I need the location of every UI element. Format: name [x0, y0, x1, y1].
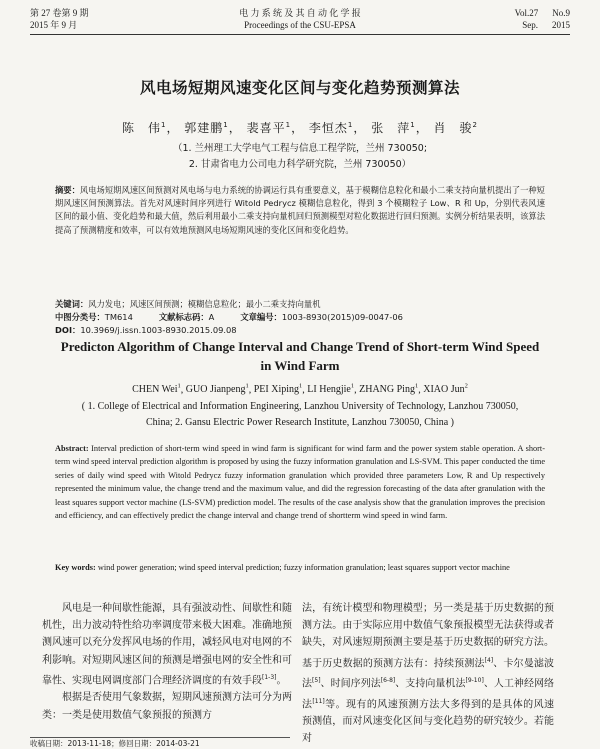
journal-name-en: Proceedings of the CSU-EPSA — [244, 20, 356, 30]
author-zh: 肖 骏$^2$ — [433, 121, 479, 135]
citation: [11] — [312, 697, 325, 705]
clc-number: TM614 — [104, 312, 133, 322]
affiliation-en: ( 1. College of Electrical and Information Engineering, Lanzhou University of Technology, Lanzhou 730050, China; 2. Gansu Electric Power Research Institute, Lanzhou 730050, China ) — [81, 401, 519, 428]
volume-number: Vol.27 — [514, 8, 539, 18]
author-zh: 郭建鹏$^1$ — [184, 121, 229, 135]
running-header — [30, 6, 570, 35]
author-zh: 张 萍$^1$ — [371, 121, 416, 135]
author-list-zh: 陈 伟$^1$， 郭建鹏$^1$， 裴喜平$^1$， 李恒杰$^1$， 张 萍$^1$， 肖 骏$^2$ — [121, 121, 479, 135]
citation: [4] — [484, 656, 494, 664]
issue-volume: 第 27 卷第 9 期 — [30, 8, 89, 18]
keywords-en-label: Key words: — [55, 563, 96, 572]
paper-title-en: Predicton Algorithm of Change Interval and Change Trend of Short-term Wind Speed in Wind Farm — [60, 339, 540, 373]
doi-value[interactable]: 10.3969/j.issn.1003-8930.2015.09.08 — [80, 325, 237, 335]
abstract-zh-text: 风电场短期风速区间预测对风电场与电力系统的协调运行具有重要意义，基于模糊信息粒化和最小二乘支持向量机提出了一种短期风速区间预测算法。首先对风速时间序列进行 Witold Pedrycz 模糊信息粒化，得到 3 个模糊粒子 Low、R 和 Up，分别代表风速区间的最小值、变化趋势和最大值，然后利用最小二乘支持向量机回归预测模型对粒化数据进行回归预测。实例分析结果表明，该算法提高了预测精度和效率，可以有效地预测风电场短期风速的变化区间和变化趋势。 — [55, 185, 545, 235]
document-code: A — [208, 312, 215, 322]
citation: [1-3] — [262, 673, 277, 681]
body-column-left — [42, 600, 292, 724]
paper-title-zh: 风电场短期风速变化区间与变化趋势预测算法 — [139, 79, 460, 97]
body-paragraph: 风电是一种间歇性能源，具有强波动性、间歇性和随机性，出力波动特性给功率调度带来极大困难。准确地预测风速可以充分发挥风电场的作用，减轻风电对电网的不利影响。对短期风速区间的预测是增强电网的安全性和可靠性、实现电网调度部门合理经济调度的有效手段[1-3]。 — [42, 603, 292, 687]
abstract-en — [55, 442, 545, 522]
journal-name-cn: 电 力 系 统 及 其 自 动 化 学 报 — [239, 8, 361, 18]
author-en: XIAO Jun$^2$ — [423, 383, 468, 396]
keywords-en — [55, 561, 545, 574]
author-en: GUO Jianpeng$^1$ — [185, 383, 249, 396]
author-en: LI Hengjie$^1$ — [307, 383, 355, 396]
abstract-zh — [55, 184, 545, 237]
affiliation-zh-1: （1. 兰州理工大学电气工程与信息工程学院，兰州 730050; — [172, 143, 428, 154]
keywords-zh — [55, 298, 555, 310]
article-number: 1003-8930(2015)09-0047-06 — [281, 312, 403, 322]
abstract-en-text: Interval prediction of short-term wind speed in wind farm is significant for wind farm and the power system stable operation. A short-term wind speed interval prediction algorithm is proposed by using the fuzzy information granulation and LS-SVM. This paper conducted the time series of daily wind speed with Witold Pedrycz fuzzy information granulation which provided three parameters Low, R and Up respectively represented the minimum value, the change trend and the maximum value, and did the regression forecasting of the data after granulation with the least squares support vector machine (LS-SVM) prediction model. The results of the case analysis show that the granulation improves the precision and efficiency, and can effectively predict the change interval and change trend of shortterm wind speed in wind farm. — [55, 444, 545, 521]
footnote: 收稿日期：2013-11-18；修回日期：2014-03-21 — [30, 737, 290, 749]
body-paragraph: 法，有统计模型和物理模型；另一类是基于历史数据的预测方法。由于实际应用中数值气象预报模型无法获得或者缺失，对风速短期预测主要是基于历史数据的研究方法。基于历史数据的预测方法有：持续预测法[4]、卡尔曼滤波法[5]、时间序列法[6-8]、支持向量机法[9-10]、人工神经网络法[11]等。现有的风速预测方法大多得到的是具体的风速预测值，而对风速变化区间与变化趋势的研究较少。若能对 — [302, 603, 555, 745]
abstract-en-label: Abstract: — [55, 444, 89, 453]
classification-line: 中图分类号：TM614 文献标志码：A 文章编号：1003-8930(2015)09-0047-06 — [55, 312, 403, 322]
doi-label: DOI： — [55, 325, 81, 335]
author-en: CHEN Wei$^1$ — [132, 383, 181, 396]
citation: [5] — [312, 677, 321, 685]
author-zh: 李恒杰$^1$ — [308, 121, 354, 135]
citation: [9-10] — [465, 677, 484, 685]
author-en: ZHANG Ping$^1$ — [359, 383, 419, 396]
doi — [55, 324, 237, 336]
journal-name — [30, 7, 570, 31]
issue-number: No.9 — [552, 8, 570, 18]
issue-date: 2015 年 9 月 — [30, 20, 78, 30]
author-list-en: CHEN Wei$^1$, GUO Jianpeng$^1$, PEI Xiping$^1$, LI Hengjie$^1$, ZHANG Ping$^1$, XIAO Jun$^2$ — [132, 383, 468, 396]
citation: [6-8] — [380, 677, 396, 685]
body-paragraph: 根据是否使用气象数据，短期风速预测方法可分为两类：一类是使用数值气象预报的预测方 — [42, 692, 292, 721]
author-en: PEI Xiping$^1$ — [253, 383, 303, 396]
abstract-zh-label: 摘要： — [55, 185, 80, 195]
author-zh: 裴喜平$^1$ — [246, 121, 292, 135]
keywords-en-text: wind power generation; wind speed interval prediction; fuzzy information granulation; least squares support vector machine — [97, 563, 510, 572]
affiliation-zh-2: 2. 甘肃省电力公司电力科学研究院，兰州 730050） — [188, 159, 412, 170]
volume-info — [501, 7, 570, 31]
author-zh: 陈 伟$^1$ — [121, 121, 167, 135]
body-column-right — [302, 600, 554, 748]
issue-month: Sep. — [522, 20, 538, 30]
keywords-zh-text: 风力发电；风速区间预测；模糊信息粒化；最小二乘支持向量机 — [88, 299, 321, 309]
keywords-zh-label: 关键词： — [55, 299, 89, 309]
issue-year: 2015 — [552, 20, 570, 30]
